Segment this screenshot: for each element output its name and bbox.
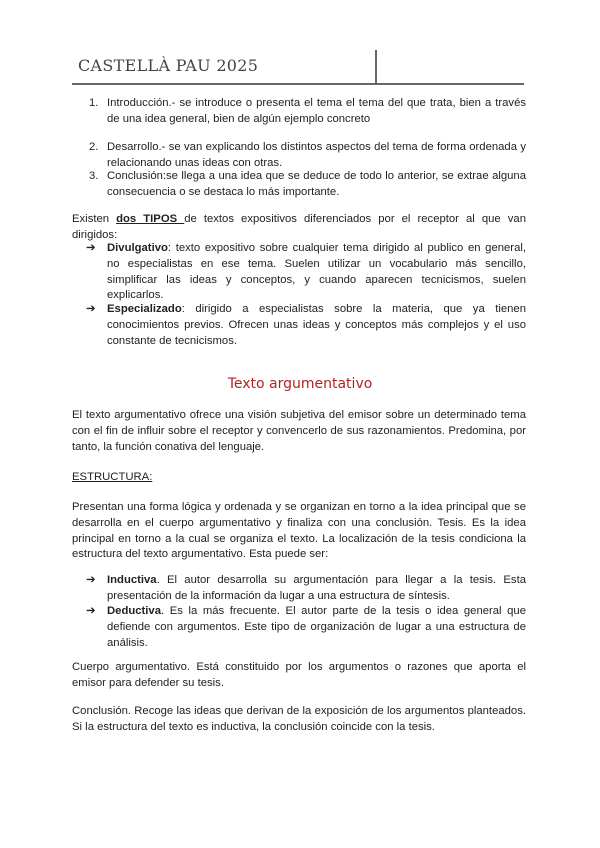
conclusion-paragraph: Conclusión. Recoge las ideas que derivan de la exposición de los argumentos planteados. Si la estructura del texto es inductiva, la conclusión coincide con la tesis. [72,705,526,733]
type-item-divulgativo [86,241,526,304]
list-number: 3. [89,170,99,182]
list-item [89,169,526,201]
list-text: Introducción.- se introduce o presenta el tema el tema del que trata, bien a través de una idea general, bien de algún ejemplo concreto [107,97,526,125]
header-divider-vertical [375,50,377,84]
section-title: Texto argumentativo [227,376,373,392]
list-number: 1. [89,97,99,109]
list-text: Desarrollo.- se van explicando los distintos aspectos del tema de forma ordenada y relacionando unas ideas con otras. [107,141,526,169]
arrow-icon: ➔ [86,574,96,586]
type-item-especializado [86,302,526,349]
estructura-label [72,470,526,486]
types-intro [72,212,526,244]
list-item [89,96,526,128]
term: Inductiva [107,574,157,586]
text: : texto expositivo sobre cualquier tema dirigido al publico en general, no especialistas en ese tema. Suelen utilizar un vocabulario más sencillo, simplificar las ideas y conceptos, y cuando aparecen tecnicismos, suelen explicarlos. [107,242,526,302]
text: Existen [72,213,117,225]
label: ESTRUCTURA: [72,471,153,483]
arrow-icon: ➔ [86,303,96,315]
text: : dirigido a especialistas sobre la materia, que ya tienen conocimientos previos. Ofrecen unas ideas y conceptos más complejos y el uso constante de tecnicismos. [107,303,526,347]
estructura-paragraph: Presentan una forma lógica y ordenada y se organizan en torno a la idea principal que se desarrolla en el cuerpo argumentativo y finaliza con una conclusión. Tesis. Es la idea principal en torno a la cual se organiza el texto. La localización de la tesis condiciona la estructura del texto argumentativo. Esta puede ser: [72,501,526,561]
arrow-icon: ➔ [86,242,96,254]
term: Deductiva [107,605,161,617]
list-text: Conclusión:se llega a una idea que se deduce de todo lo anterior, se extrae alguna consecuencia o se destaca lo más importante. [107,170,526,198]
term: Divulgativo [107,242,168,254]
header-rule [72,83,524,85]
list-item [89,140,526,172]
emphasis: dos TIPOS [116,213,185,225]
arrow-icon: ➔ [86,605,96,617]
term: Especializado [107,303,182,315]
document-header-title: CASTELLÀ PAU 2025 [78,56,259,75]
text: de textos expositivos diferenciados por el receptor al que van dirigidos: [72,213,526,241]
text: . Es la más frecuente. El autor parte de la tesis o idea general que defiende con argumentos. Este tipo de organización de lugar a una estructura de análisis. [107,605,526,649]
intro-paragraph: El texto argumentativo ofrece una visión subjetiva del emisor sobre un determinado tema con el fin de influir sobre el receptor y convencerlo de sus razonamientos. Predomina, por tanto, la función conativa del lenguaje. [72,409,526,453]
text: . El autor desarrolla su argumentación para llegar a la tesis. Esta presentación de la información da lugar a una estructura de síntesis. [107,574,526,602]
list-number: 2. [89,141,99,153]
structure-item-inductiva [86,573,526,605]
structure-item-deductiva [86,604,526,651]
cuerpo-paragraph: Cuerpo argumentativo. Está constituido por los argumentos o razones que aporta el emisor para defender su tesis. [72,661,526,689]
